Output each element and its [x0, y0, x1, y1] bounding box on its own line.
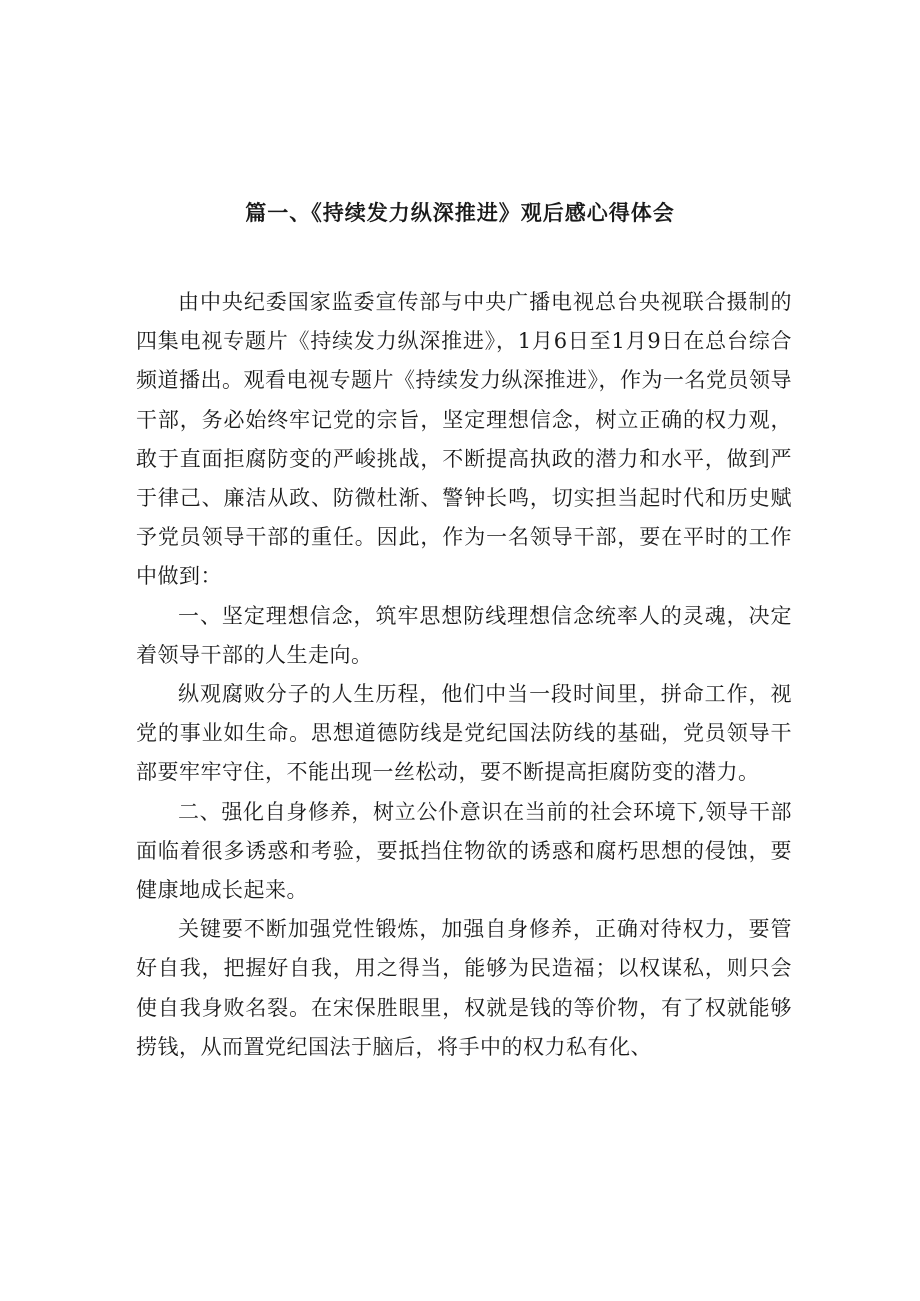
paragraph-point-two-detail: 关键要不断加强党性锻炼，加强自身修养，正确对待权力，要管好自我，把握好自我，用之得当，能够为民造福；以权谋私，则只会使自我身败名裂。在宋保胜眼里，权就是钱的等价物，有了权就能够捞钱，从而置党纪国法于脑后，将手中的权力私有化、 — [136, 917, 792, 1059]
paragraph-point-two: 二、强化自身修养，树立公仆意识在当前的社会环境下,领导干部面临着很多诱惑和考验，要抵挡住物欲的诱惑和腐朽思想的侵蚀，要健康地成长起来。 — [136, 799, 792, 903]
document-body — [136, 283, 792, 1067]
paragraph-point-one: 一、坚定理想信念，筑牢思想防线理想信念统率人的灵魂，决定着领导干部的人生走向。 — [136, 603, 792, 667]
page-title: 篇一、《持续发力纵深推进》观后感心得体会 — [245, 201, 675, 226]
paragraph-point-one-detail: 纵观腐败分子的人生历程，他们中当一段时间里，拼命工作，视党的事业如生命。思想道德防线是党纪国法防线的基础，党员领导干部要牢牢守住，不能出现一丝松动，要不断提高拒腐防变的潜力。 — [136, 682, 792, 785]
paragraph-intro: 由中央纪委国家监委宣传部与中央广播电视总台央视联合摄制的四集电视专题片《持续发力纵深推进》，1月6日至1月9日在总台综合频道播出。观看电视专题片《持续发力纵深推进》，作为一名党员领导干部，务必始终牢记党的宗旨，坚定理想信念，树立正确的权力观，敢于直面拒腐防变的严峻挑战，不断提高执政的潜力和水平，做到严于律己、廉洁从政、防微杜渐、警钟长鸣，切实担当起时代和历史赋予党员领导干部的重任。因此，作为一名领导干部，要在平时的工作中做到： — [136, 290, 792, 589]
